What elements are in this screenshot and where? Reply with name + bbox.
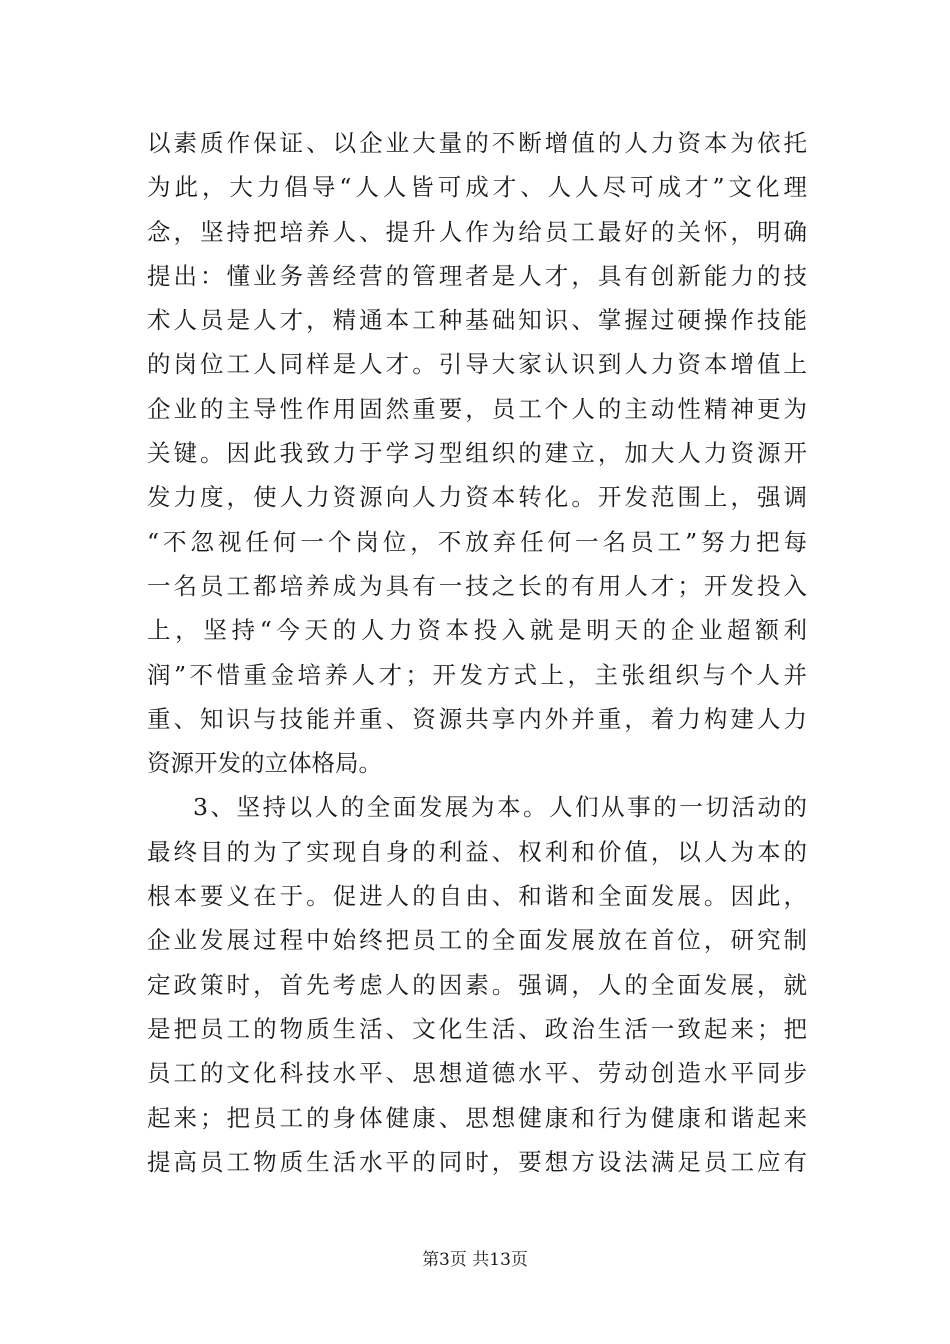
page-number-footer: 第3页 共13页 bbox=[422, 1250, 528, 1270]
text-line: 员工的文化科技水平、思想道德水平、劳动创造水平同步 bbox=[147, 1059, 807, 1088]
text-line: 术人员是人才，精通本工种基础知识、掌握过硬操作技能 bbox=[147, 306, 807, 335]
text-line: 提出：懂业务善经营的管理者是人才，具有创新能力的技 bbox=[147, 261, 807, 290]
text-line: 定政策时，首先考虑人的因素。强调，人的全面发展，就 bbox=[147, 970, 807, 999]
text-line: 提高员工物质生活水平的同时，要想方设法满足员工应有 bbox=[147, 1147, 807, 1176]
text-line: 关键。因此我致力于学习型组织的建立，加大人力资源开 bbox=[147, 439, 807, 468]
text-line: 一名员工都培养成为具有一技之长的有用人才；开发投入 bbox=[147, 571, 807, 600]
text-line: 为此，大力倡导“人人皆可成才、人人尽可成才”文化理 bbox=[147, 173, 807, 202]
text-line: 发力度，使人力资源向人力资本转化。开发范围上，强调 bbox=[147, 483, 807, 512]
text-line: 资源开发的立体格局。 bbox=[147, 749, 382, 778]
text-line: 是把员工的物质生活、文化生活、政治生活一致起来；把 bbox=[147, 1014, 807, 1043]
text-line: 起来；把员工的身体健康、思想健康和行为健康和谐起来 bbox=[147, 1103, 807, 1132]
text-line: 念，坚持把培养人、提升人作为给员工最好的关怀，明确 bbox=[147, 217, 807, 246]
text-line: 以素质作保证、以企业大量的不断增值的人力资本为依托 bbox=[147, 129, 807, 157]
text-line: 上，坚持“今天的人力资本投入就是明天的企业超额利 bbox=[147, 616, 807, 645]
text-line: “不忽视任何一个岗位，不放弃任何一名员工”努力把每 bbox=[147, 527, 807, 556]
paragraph-start-line: 3、坚持以人的全面发展为本。人们从事的一切活动的 bbox=[193, 793, 807, 822]
text-line: 最终目的为了实现自身的利益、权利和价值，以人为本的 bbox=[147, 837, 807, 866]
text-line: 根本要义在于。促进人的自由、和谐和全面发展。因此， bbox=[147, 882, 807, 911]
text-line: 企业的主导性作用固然重要，员工个人的主动性精神更为 bbox=[147, 394, 807, 423]
text-line: 的岗位工人同样是人才。引导大家认识到人力资本增值上 bbox=[147, 350, 807, 379]
text-line: 企业发展过程中始终把员工的全面发展放在首位，研究制 bbox=[147, 926, 807, 955]
text-line: 重、知识与技能并重、资源共享内外并重，着力构建人力 bbox=[147, 704, 807, 733]
body-text bbox=[147, 121, 807, 1184]
text-line: 润”不惜重金培养人才；开发方式上，主张组织与个人并 bbox=[147, 660, 807, 689]
